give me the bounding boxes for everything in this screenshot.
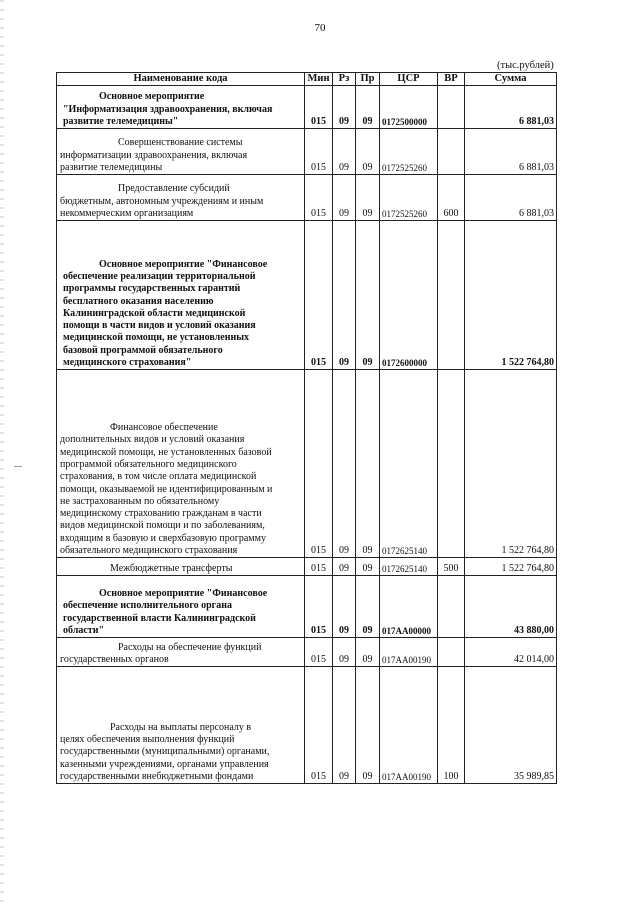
page-number: 70 [314,22,326,34]
cell-vr [438,86,465,129]
cell-name [57,86,305,129]
name-line: целях обеспечения выполнения функций [60,734,235,746]
table-row [57,370,557,558]
cell-sum: 1 522 764,80 [465,558,557,576]
cell-name [57,175,305,221]
units-label: (тыс.рублей) [497,60,554,71]
table-row [57,558,557,576]
cell-sum: 6 881,03 [465,175,557,221]
cell-pr: 09 [356,86,380,129]
cell-csr: 0172600000 [380,221,438,370]
cell-pr: 09 [356,175,380,221]
cell-pr: 09 [356,129,380,175]
table-row [57,638,557,667]
name-line: страхования, в том числе оплата медицинской [60,471,257,483]
cell-rz: 09 [333,667,356,784]
cell-csr: 017АА00190 [380,638,438,667]
name-line: входящим в базовую и сверхбазовую программу [60,532,266,544]
cell-pr: 09 [356,221,380,370]
name-line: области" [63,625,105,636]
cell-sum: 1 522 764,80 [465,221,557,370]
name-line: Основное мероприятие "Финансовое [99,258,268,270]
cell-csr: 0172625140 [380,558,438,576]
name-line: Расходы на обеспечение функций [118,641,262,653]
header-csr: ЦСР [380,73,438,86]
name-line: базовой программой обязательного [63,344,223,356]
name-line: развитие телемедицины [60,162,163,173]
cell-min: 015 [305,576,333,638]
name-line: Расходы на выплаты персоналу в [110,721,252,733]
name-line: видов медицинской помощи и по заболеваниям, [60,520,265,532]
cell-name [57,667,305,784]
name-line: медицинской помощи, не установленных [63,332,250,344]
cell-vr: 600 [438,175,465,221]
cell-min: 015 [305,221,333,370]
name-line: Основное мероприятие [99,91,205,103]
cell-pr: 09 [356,638,380,667]
cell-vr [438,221,465,370]
table-row [57,175,557,221]
name-line: информатизации здравоохранения, включая [60,149,248,161]
name-line: дополнительных видов и условий оказания [60,434,245,446]
name-line: бюджетным, автономным учреждениям и иным [60,195,264,207]
cell-vr: 100 [438,667,465,784]
cell-rz: 09 [333,558,356,576]
cell-min: 015 [305,175,333,221]
cell-sum: 6 881,03 [465,86,557,129]
name-line: Совершенствование системы [118,137,243,149]
cell-min: 015 [305,370,333,558]
cell-name [57,221,305,370]
cell-sum: 35 989,85 [465,667,557,784]
name-line: Основное мероприятие "Финансовое [99,588,268,600]
header-pr: Пр [356,73,380,86]
name-line: медицинского страхования" [63,357,192,368]
name-line: медицинскому страхованию гражданам в части [60,508,262,520]
cell-min: 015 [305,638,333,667]
header-sum: Сумма [465,73,557,86]
name-line: Калининградской области медицинской [63,307,246,319]
scan-side-tick [14,466,22,467]
cell-vr [438,638,465,667]
cell-csr: 0172525260 [380,175,438,221]
cell-min: 015 [305,129,333,175]
header-vr: ВР [438,73,465,86]
cell-rz: 09 [333,638,356,667]
name-line: некоммерческим организациям [60,208,194,219]
name-line: Межбюджетные трансферты [110,563,233,574]
cell-name [57,558,305,576]
header-name: Наименование кода [57,73,305,86]
name-line: Финансовое обеспечение [110,422,218,434]
cell-csr: 017АА00190 [380,667,438,784]
table-row [57,667,557,784]
cell-pr: 09 [356,558,380,576]
cell-name [57,638,305,667]
cell-rz: 09 [333,370,356,558]
name-line: помощи, оказываемой не идентифицированным и [60,483,273,495]
cell-name [57,370,305,558]
cell-rz: 09 [333,221,356,370]
cell-vr: 500 [438,558,465,576]
cell-csr: 0172500000 [380,86,438,129]
name-line: обязательного медицинского страхования [60,545,238,556]
name-line: казенными учреждениями, органами управления [60,758,269,770]
name-line: помощи в части видов и условий оказания [63,320,256,332]
header-min: Мин [305,73,333,86]
name-line: "Информатизация здравоохранения, включая [63,103,273,115]
name-line: бесплатного оказания населению [63,295,214,307]
cell-pr: 09 [356,576,380,638]
table-row [57,86,557,129]
name-line: государственными внебюджетными фондами [60,771,254,782]
cell-csr: 0172525260 [380,129,438,175]
table-header-row [57,73,557,86]
cell-pr: 09 [356,370,380,558]
name-line: не застрахованным по обязательному [60,495,220,507]
header-rz: Рз [333,73,356,86]
cell-vr [438,370,465,558]
name-line: программой обязательного медицинского [60,458,237,470]
cell-name [57,576,305,638]
name-line: обеспечение реализации территориальной [63,270,256,282]
name-line: государственных органов [60,654,169,665]
name-line: развитие телемедицины" [63,116,179,127]
name-line: медицинской помощи, не установленных базовой [60,446,272,458]
name-line: государственными (муниципальными) органами, [60,746,270,758]
cell-rz: 09 [333,175,356,221]
cell-rz: 09 [333,576,356,638]
scan-edge-marks [0,0,4,905]
name-line: Предоставление субсидий [118,183,230,195]
cell-rz: 09 [333,86,356,129]
cell-sum: 6 881,03 [465,129,557,175]
cell-csr: 017АА00000 [380,576,438,638]
cell-min: 015 [305,86,333,129]
cell-pr: 09 [356,667,380,784]
table-row [57,129,557,175]
cell-sum: 43 880,00 [465,576,557,638]
cell-csr: 0172625140 [380,370,438,558]
cell-vr [438,129,465,175]
cell-sum: 1 522 764,80 [465,370,557,558]
table-row [57,221,557,370]
table-row [57,576,557,638]
cell-min: 015 [305,667,333,784]
cell-vr [438,576,465,638]
name-line: обеспечение исполнительного органа [63,600,232,612]
name-line: государственной власти Калининградской [63,612,256,624]
name-line: программы государственных гарантий [63,283,241,295]
cell-sum: 42 014,00 [465,638,557,667]
cell-rz: 09 [333,129,356,175]
cell-min: 015 [305,558,333,576]
budget-table [56,72,557,784]
cell-name [57,129,305,175]
